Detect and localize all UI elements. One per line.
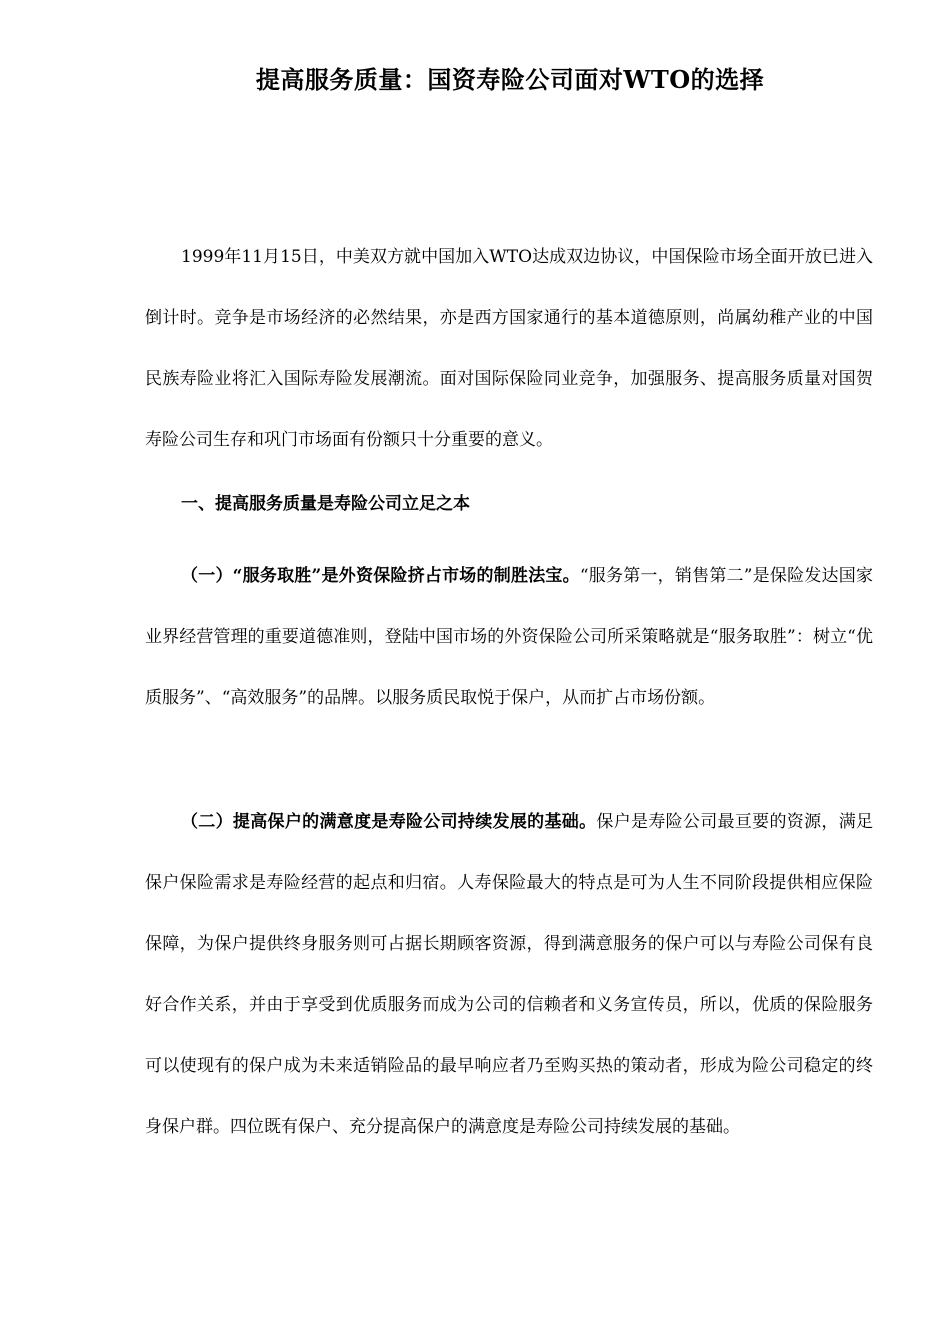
intro-paragraph: 1999年11月15日，中美双方就中国加入WTO达成双边协议，中国保险市场全面开放已进入倒计时。竞争是市场经济的必然结果，亦是西方国家通行的基本道德原则，尚属幼稚产业的中国民族寿险业将汇入国际寿险发展潮流。面对国际保险同业竞争，加强服务、提高服务质量对国贺寿险公司生存和巩门市场面有份额只十分重要的意义。 bbox=[145, 247, 873, 450]
subsection-1-paragraph bbox=[145, 546, 873, 729]
document-title: 提高服务质量：国资寿险公司面对WTO的选择 bbox=[255, 65, 765, 94]
section-heading: 一、提高服务质量是寿险公司立足之本 bbox=[181, 494, 470, 514]
subsection-2-body: 保户是寿险公司最亘要的资源，满足保户保险需求是寿险经营的起点和归宿。人寿保险最大的特点是可为人生不同阶段提供相应保险保障，为保户提供终身服务则可占据长期顾客资源，得到满意服务的保户可以与寿险公司保有良好合作关系，并由于享受到优质服务而成为公司的信赖者和义务宣传员，所以，优质的保险服务可以使现有的保户成为未来适销险品的最早响应者乃至购买热的策动者，形成为险公司稳定的终身保户群。四位既有保户、充分提高保户的满意度是寿险公司持续发展的基础。 bbox=[145, 812, 874, 1137]
subsection-2-paragraph bbox=[145, 792, 873, 1158]
subsection-2-lead: （二）提高保户的满意度是寿险公司持续发展的基础。 bbox=[181, 812, 597, 832]
subsection-1-lead: （一）“服务取胜”是外资保险挤占市场的制胜法宝。 bbox=[181, 566, 580, 586]
subsection-1-body: “服务第一，销售第二”是保险发达国家业界经营管理的重要道德准则，登陆中国市场的外资保险公司所采策略就是“服务取胜”：树立“优质服务”、“高效服务”的品牌。以服务质民取悦于保户，从而扩占市场份额。 bbox=[145, 566, 873, 708]
